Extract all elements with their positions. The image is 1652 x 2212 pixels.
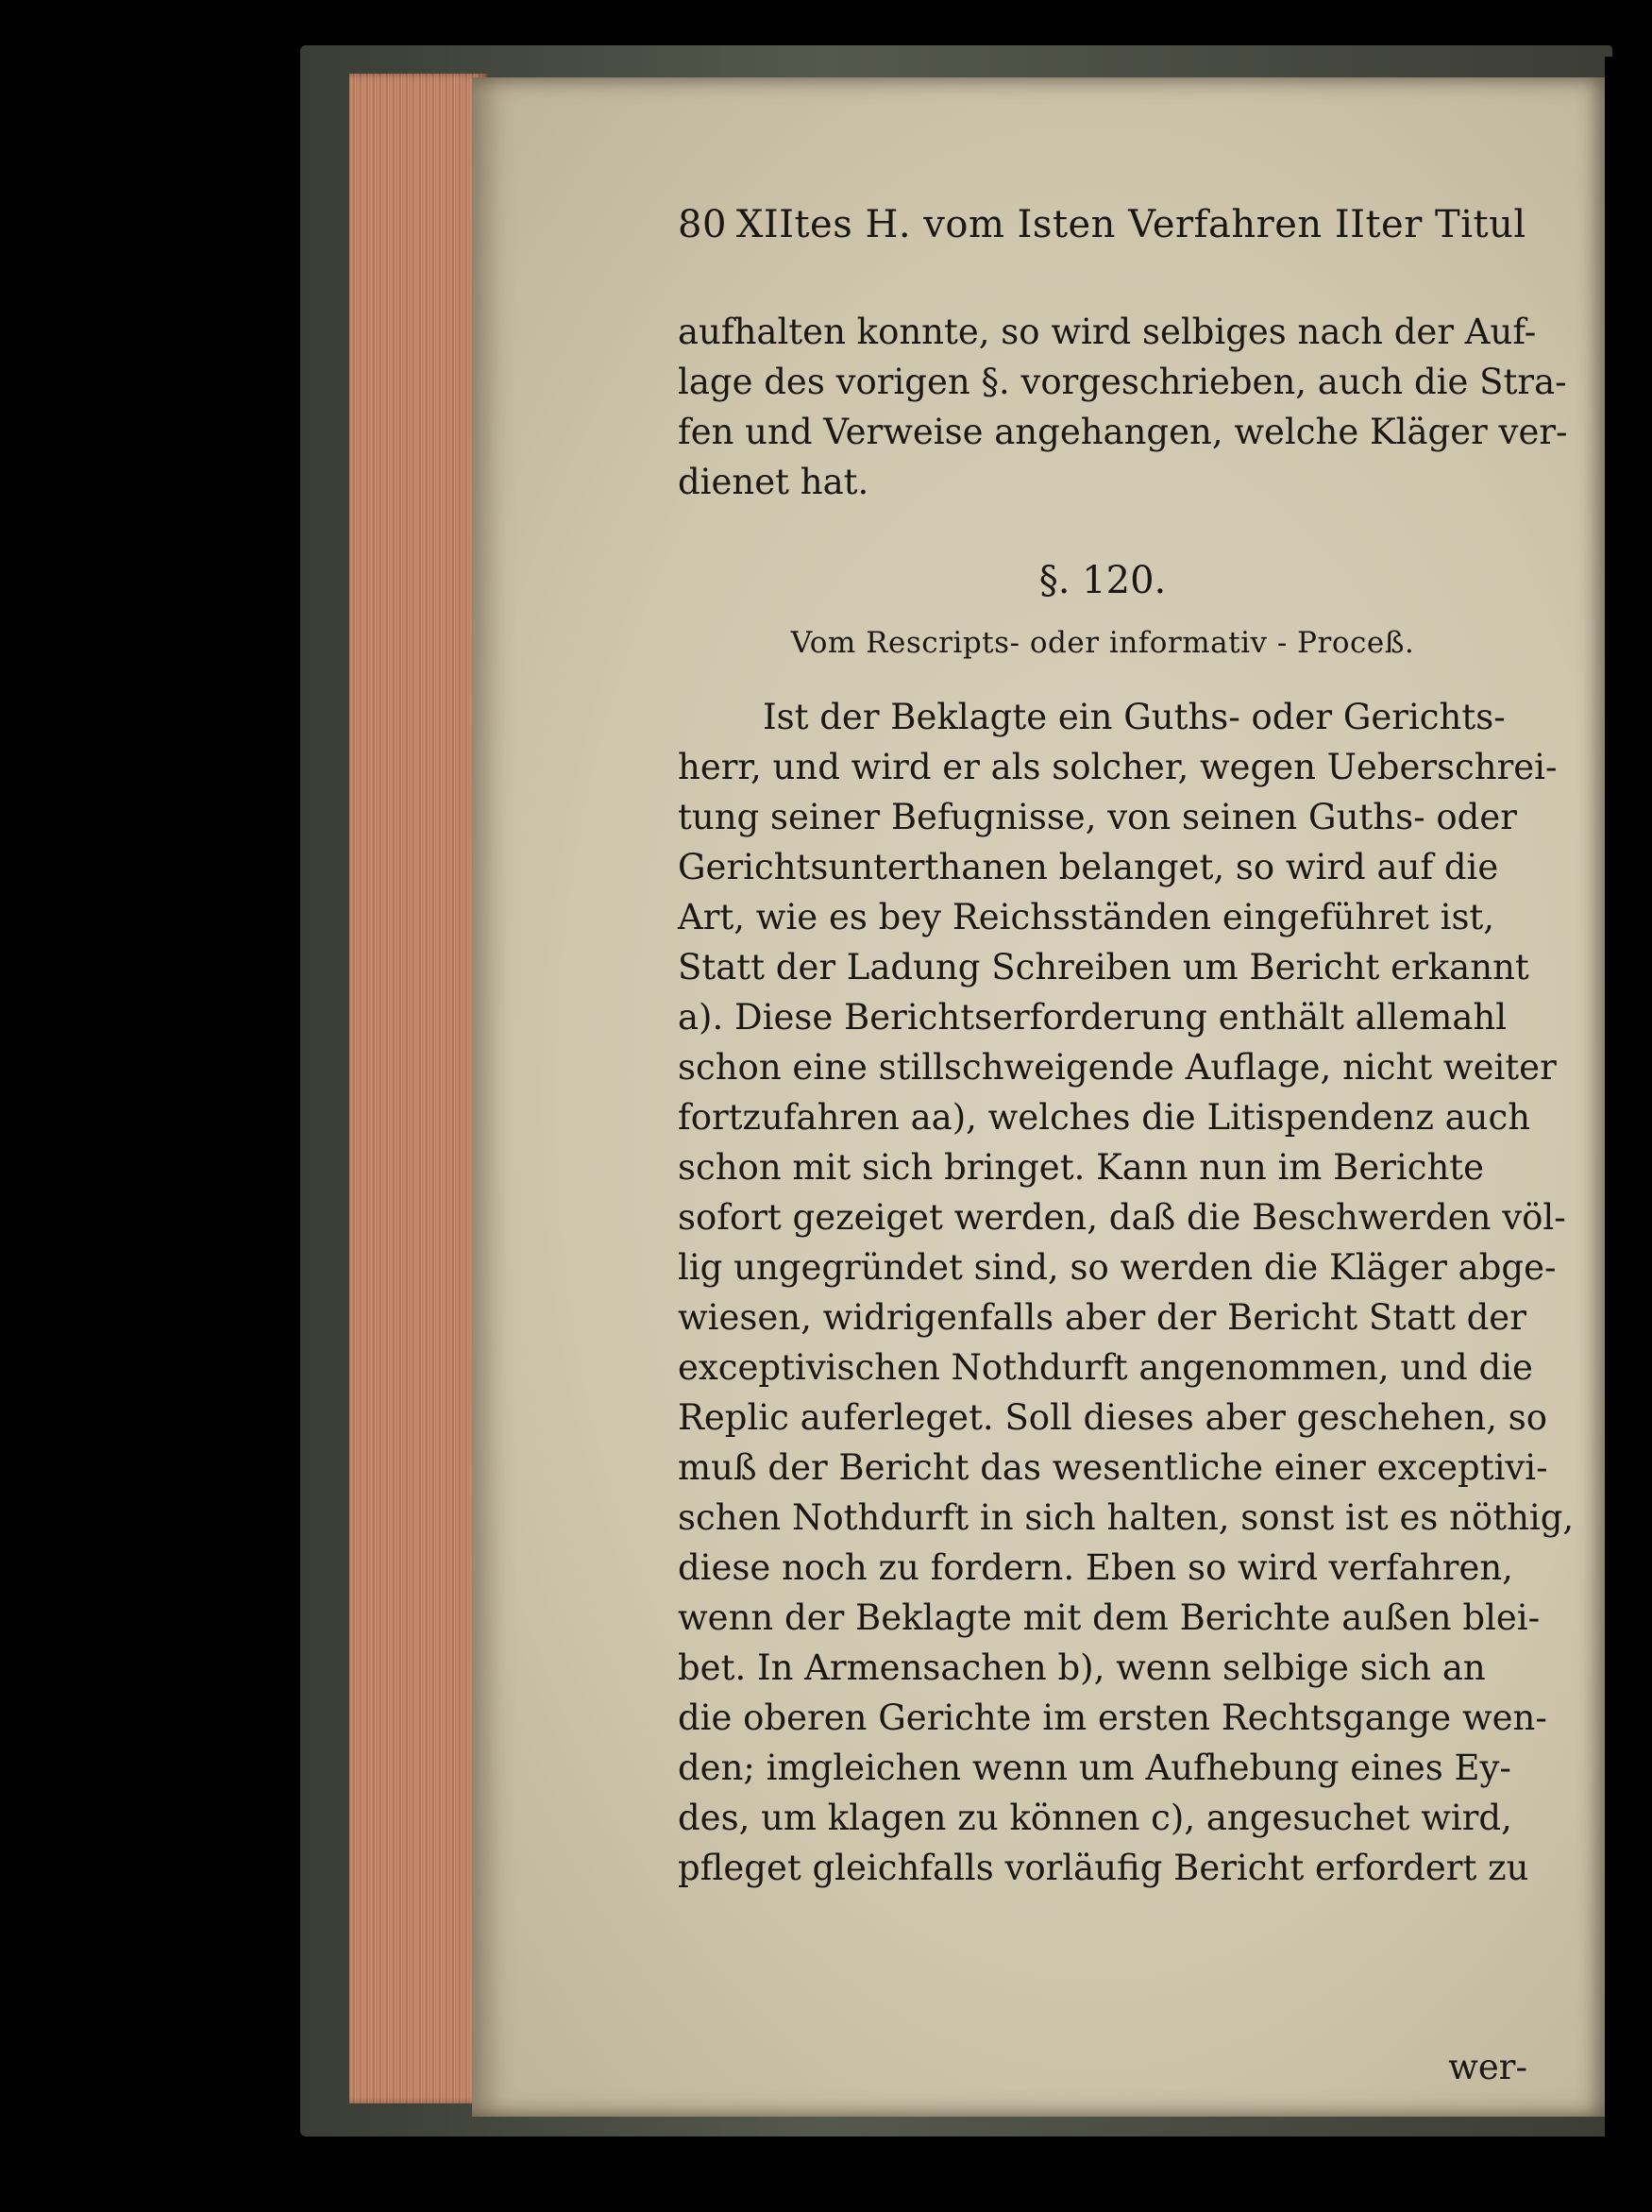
paragraph-1 <box>678 307 1568 507</box>
text-line: tung seiner Befugnisse, von seinen Guths- oder <box>678 797 1517 837</box>
catchword: wer- <box>1448 2047 1527 2087</box>
text-line: bet. In Armensachen b), wenn selbige sich an <box>678 1647 1486 1688</box>
page-edges <box>349 74 487 2103</box>
text-line: exceptivischen Nothdurft angenommen, und die <box>678 1347 1533 1388</box>
text-line: den; imgleichen wenn um Aufhebung eines Ey- <box>678 1748 1511 1788</box>
text-line: schen Nothdurft in sich halten, sonst ist es nöthig, <box>678 1497 1575 1538</box>
text-line: dienet hat. <box>678 462 869 502</box>
text-line: herr, und wird er als solcher, wegen Ueberschrei- <box>678 747 1558 787</box>
text-line: Ist der Beklagte ein Guths- oder Gerichts- <box>763 697 1506 737</box>
section-subtitle: Vom Rescripts- oder informativ - Proceß. <box>790 626 1415 660</box>
running-title: XIItes H. vom Isten Verfahren IIter Titul <box>735 203 1526 246</box>
text-line: wiesen, widrigenfalls aber der Bericht Statt der <box>678 1297 1526 1338</box>
paragraph-2 <box>678 692 1575 1893</box>
text-line: lig ungegründet sind, so werden die Kläger abge- <box>678 1247 1557 1288</box>
text-line: Art, wie es bey Reichsständen eingeführet ist, <box>678 897 1495 937</box>
text-line: aufhalten konnte, so wird selbiges nach der Auf- <box>678 312 1537 352</box>
text-line: muß der Bericht das wesentliche einer exceptivi- <box>678 1447 1548 1488</box>
text-line: Statt der Ladung Schreiben um Bericht erkannt <box>678 947 1529 988</box>
page-header <box>678 203 1527 260</box>
text-line: sofort gezeiget werden, daß die Beschwerden völ- <box>678 1197 1566 1238</box>
text-line: wenn der Beklagte mit dem Berichte außen blei- <box>678 1597 1541 1638</box>
text-line: lage des vorigen §. vorgeschrieben, auch die Stra- <box>678 362 1567 402</box>
text-line: schon mit sich bringet. Kann nun im Berichte <box>678 1147 1485 1188</box>
section-heading: §. 120. <box>1038 559 1167 602</box>
text-line: fortzufahren aa), welches die Litispendenz auch <box>678 1097 1531 1138</box>
text-line: die oberen Gerichte im ersten Rechtsgange wen- <box>678 1697 1547 1738</box>
text-line: fen und Verweise angehangen, welche Kläger ver- <box>678 412 1568 452</box>
page-number: 80 <box>678 203 727 246</box>
text-line: a). Diese Berichtserforderung enthält allemahl <box>678 997 1508 1038</box>
text-line: Replic auferleget. Soll dieses aber geschehen, so <box>678 1397 1548 1438</box>
text-line: diese noch zu fordern. Eben so wird verfahren, <box>678 1547 1513 1588</box>
text-line: des, um klagen zu können c), angesuchet wird, <box>678 1798 1512 1838</box>
text-line: schon eine stillschweigende Auflage, nicht weiter <box>678 1047 1557 1088</box>
text-line: Gerichtsunterthanen belanget, so wird auf die <box>678 847 1499 887</box>
text-line: pfleget gleichfalls vorläufig Bericht erfordert zu <box>678 1848 1529 1888</box>
background-edge <box>1605 57 1652 2171</box>
